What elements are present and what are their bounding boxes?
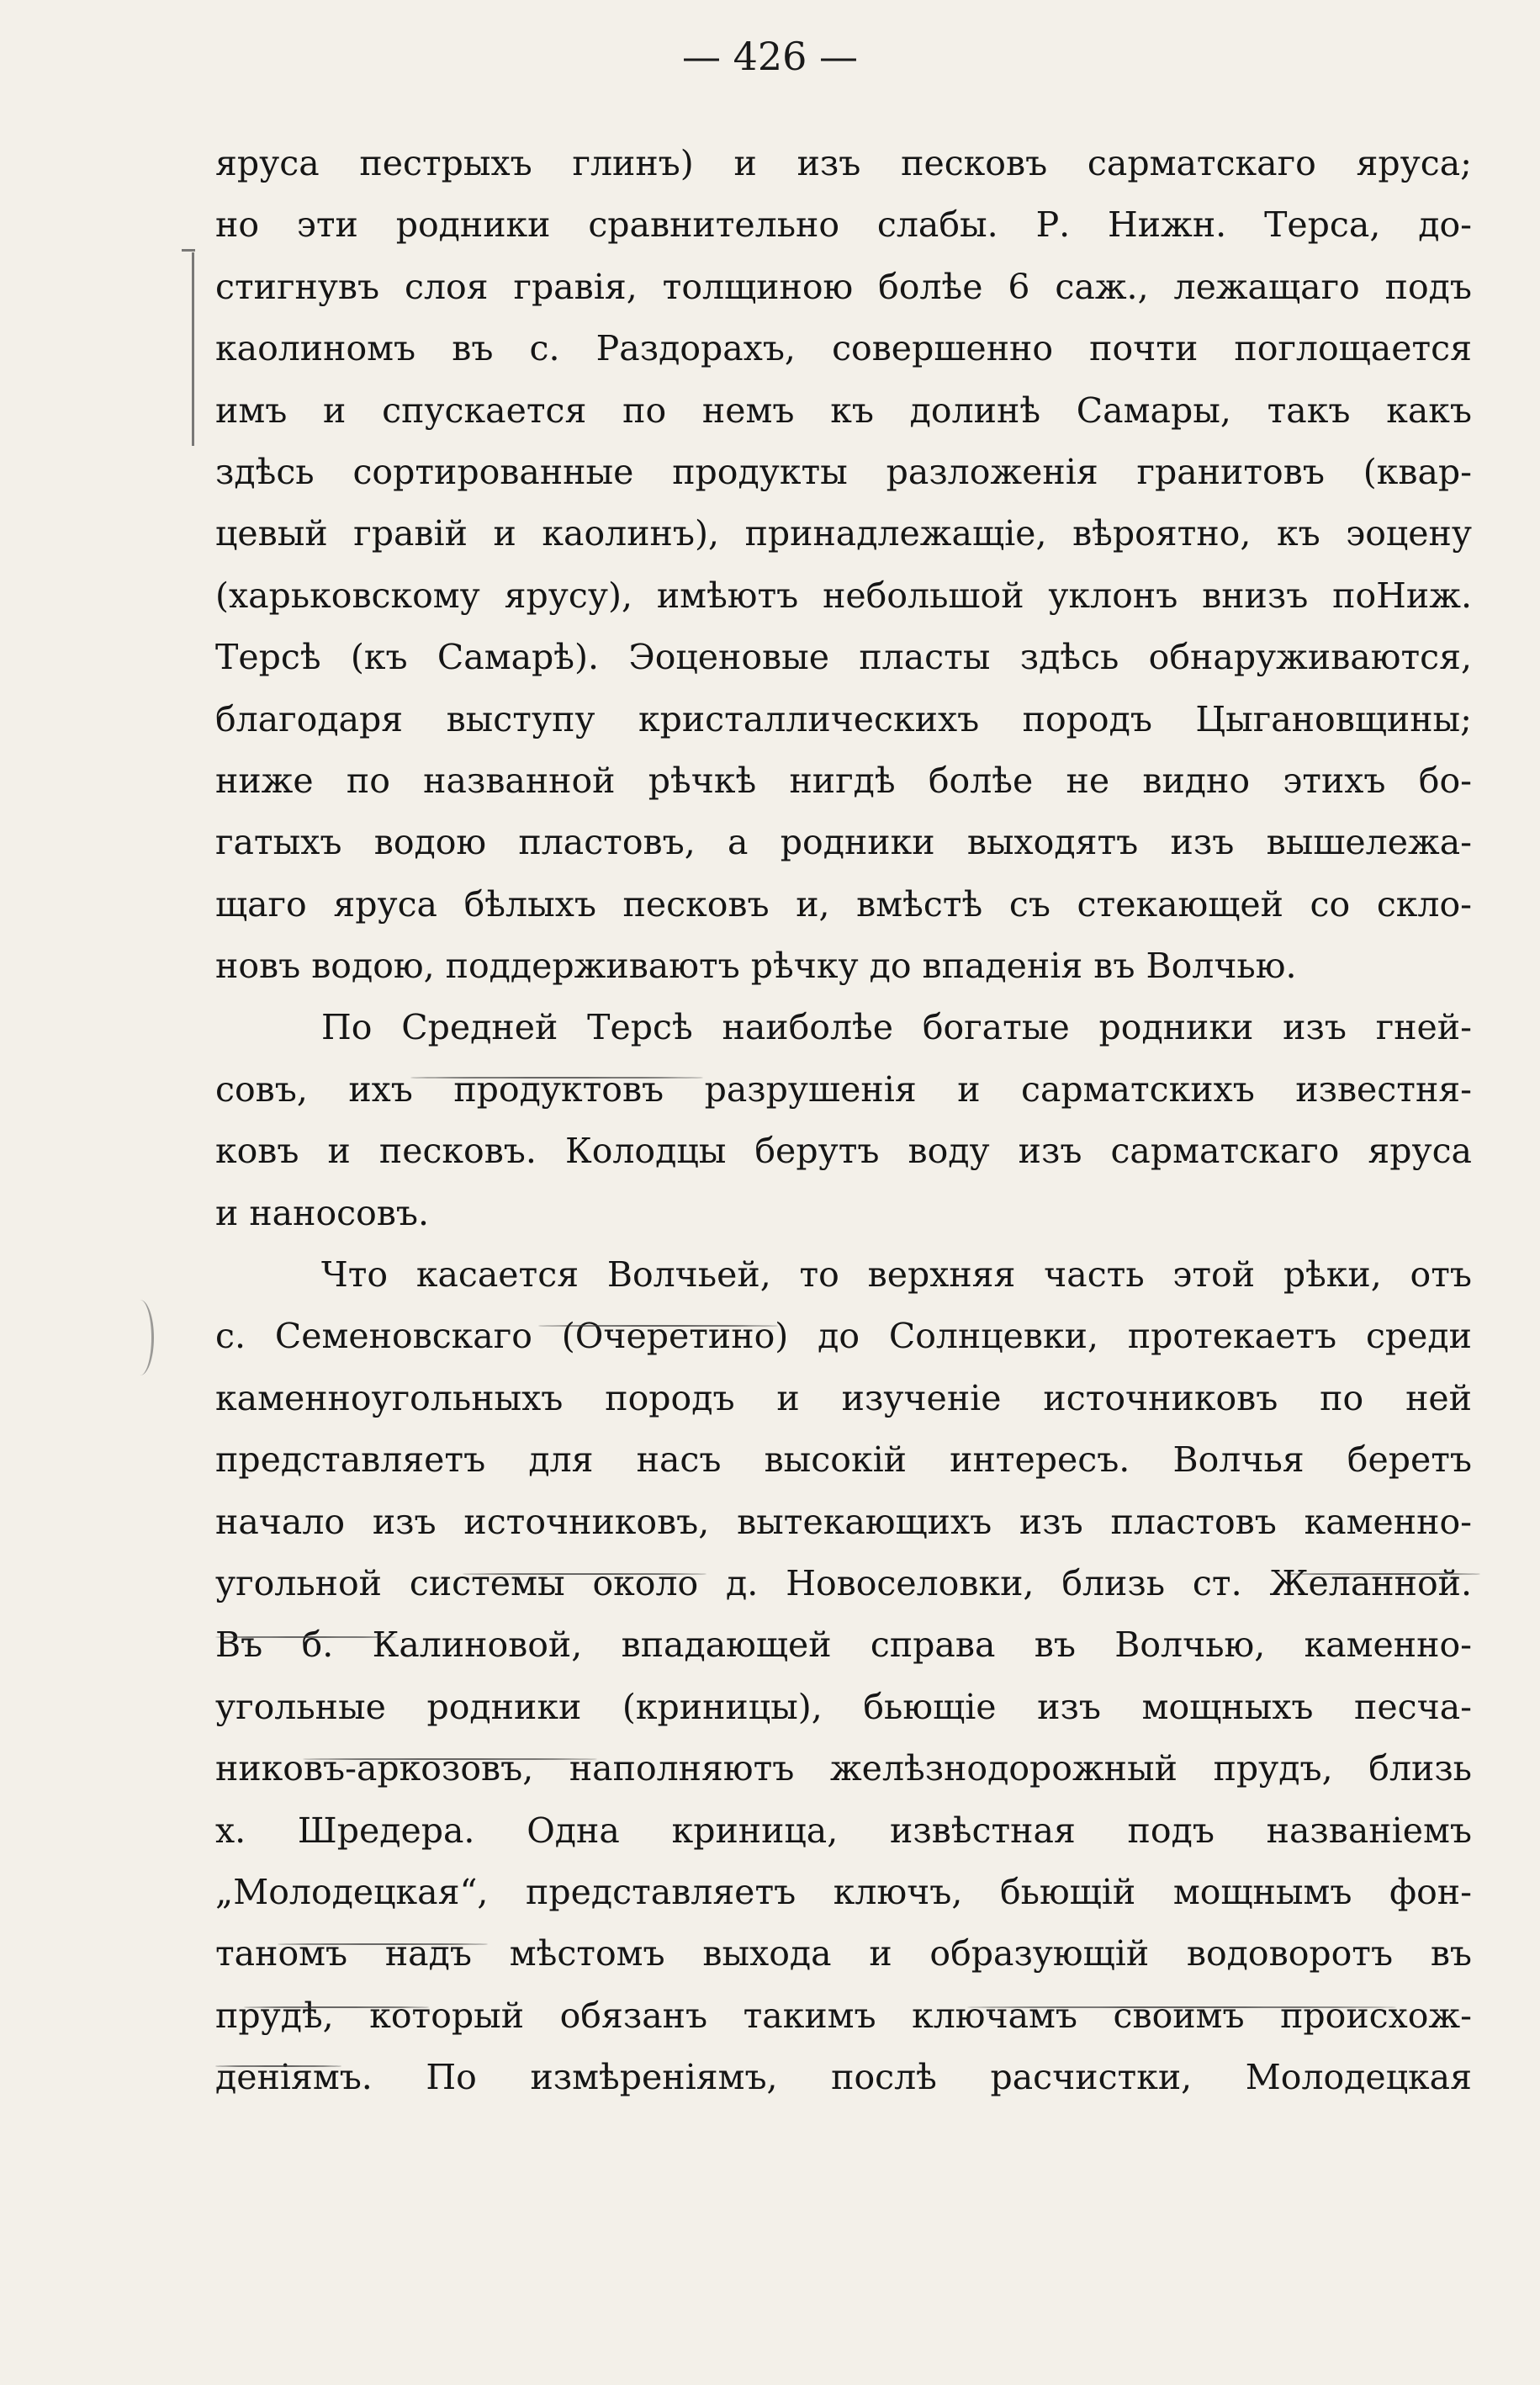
pencil-underline <box>244 2006 429 2008</box>
pencil-underline <box>215 2065 341 2067</box>
text-line: таномъ надъ мѣстомъ выхода и образующій водоворотъ въ <box>215 1933 1472 1974</box>
text-line: х. Шредера. Одна криница, извѣстная подъ названіемъ <box>215 1810 1472 1851</box>
text-line: (харьковскому ярусу), имѣютъ небольшой уклонъ внизъ поНиж. <box>215 575 1472 616</box>
text-line: цевый гравій и каолинъ), принадлежащіе, вѣроятно, къ эоцену <box>215 513 1472 554</box>
pencil-underline <box>410 1077 703 1079</box>
pencil-underline <box>1287 1573 1480 1575</box>
pencil-underline <box>967 2006 1396 2008</box>
text-line: имъ и спускается по немъ къ долинѣ Самары, такъ какъ <box>215 390 1472 431</box>
text-line: благодаря выступу кристаллическихъ породъ Цыгановщины; <box>215 698 1472 739</box>
pencil-underline <box>215 1636 396 1638</box>
pencil-bracket-mark <box>182 249 195 252</box>
text-line: „Молодецкая“, представляетъ ключъ, бьющій мощнымъ фон- <box>215 1871 1472 1912</box>
text-line: каменноугольныхъ породъ и изученіе источниковъ по ней <box>215 1377 1472 1418</box>
pencil-underline <box>278 1943 488 1945</box>
text-line: с. Семеновскаго (Очеретино) до Солнцевки, протекаетъ среди <box>215 1316 1472 1357</box>
text-line: гатыхъ водою пластовъ, а родники выходятъ изъ вышележа- <box>215 822 1472 863</box>
pencil-underline <box>538 1325 778 1327</box>
text-line: новъ водою, поддерживаютъ рѣчку до впаденія въ Волчью. <box>215 946 1297 987</box>
text-line: никовъ-аркозовъ, наполняютъ желѣзнодорожный прудъ, близь <box>215 1748 1472 1789</box>
text-line: стигнувъ слоя гравія, толщиною болѣе 6 саж., лежащаго подъ <box>215 266 1472 307</box>
text-line: щаго яруса бѣлыхъ песковъ и, вмѣстѣ съ стекающей со скло- <box>215 883 1472 925</box>
pencil-underline <box>463 1573 706 1575</box>
text-line: Что касается Волчьей, то верхняя часть этой рѣки, отъ <box>321 1254 1472 1296</box>
text-line: начало изъ источниковъ, вытекающихъ изъ пластовъ каменно- <box>215 1501 1472 1542</box>
text-line: представляетъ для насъ высокій интересъ. Волчья беретъ <box>215 1439 1472 1481</box>
text-line: угольной системы около д. Новоселовки, близь ст. Желанной. <box>215 1562 1472 1603</box>
text-line: яруса пестрыхъ глинъ) и изъ песковъ сарматскаго яруса; <box>215 143 1472 183</box>
text-line: ковъ и песковъ. Колодцы берутъ воду изъ сарматскаго яруса <box>215 1131 1472 1172</box>
text-line: Въ б. Калиновой, впадающей справа въ Волчью, каменно- <box>215 1624 1472 1666</box>
text-line: ниже по названной рѣчкѣ нигдѣ болѣе не видно этихъ бо- <box>215 760 1472 801</box>
page-number: — 426 — <box>681 34 859 79</box>
pencil-margin-line <box>192 252 194 446</box>
text-line: совъ, ихъ продуктовъ разрушенія и сарматскихъ известня- <box>215 1068 1472 1110</box>
text-line: здѣсь сортированные продукты разложенія гранитовъ (квар- <box>215 451 1472 492</box>
text-line: но эти родники сравнительно слабы. Р. Нижн. Терса, до- <box>215 204 1472 246</box>
text-line: деніямъ. По измѣреніямъ, послѣ расчистки, Молодецкая <box>215 2057 1472 2098</box>
pencil-parenthesis-mark <box>126 1300 154 1375</box>
text-line: и наносовъ. <box>215 1192 429 1233</box>
text-line: каолиномъ въ с. Раздорахъ, совершенно почти поглощается <box>215 328 1472 369</box>
text-line: прудѣ, который обязанъ такимъ ключамъ своимъ происхож- <box>215 1995 1472 2036</box>
text-line: Терсѣ (къ Самарѣ). Эоценовые пласты здѣсь обнаруживаются, <box>215 637 1472 678</box>
pencil-underline <box>303 1758 597 1760</box>
text-line: По Средней Терсѣ наиболѣе богатые родники изъ гней- <box>321 1007 1472 1048</box>
text-line: угольные родники (криницы), бьющіе изъ мощныхъ песча- <box>215 1686 1472 1727</box>
body-text <box>215 133 1472 2109</box>
